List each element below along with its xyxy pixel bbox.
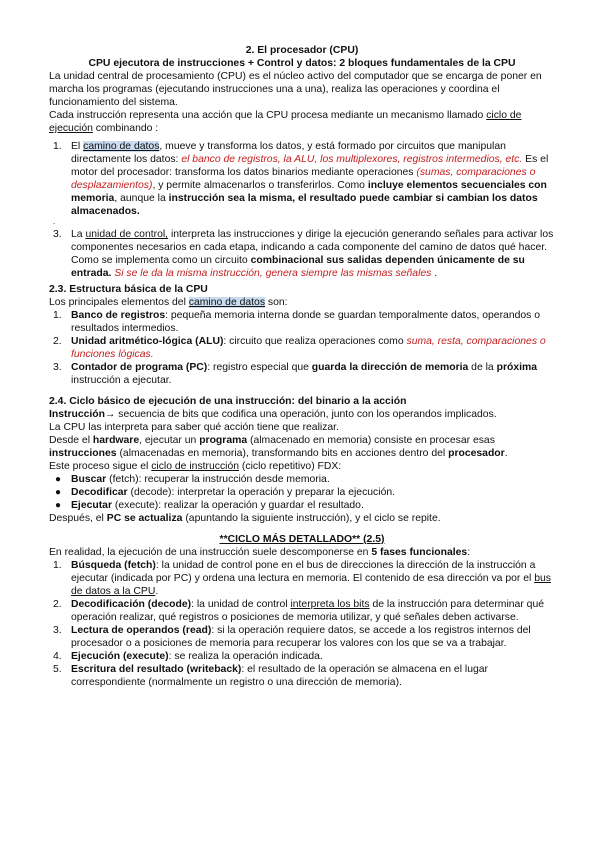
stray-dot: .: [53, 217, 56, 226]
control-unit-term: unidad de control,: [85, 229, 169, 240]
paragraph: La CPU las interpreta para saber qué acción tiene que realizar.: [49, 422, 339, 433]
intro-cycle-paragraph: Cada instrucción representa una acción que la CPU procesa mediante un mecanismo llamado ciclo de ejecución combinando :: [49, 110, 522, 134]
list-item: 2. Unidad aritmético-lógica (ALU): circuito que realiza operaciones como suma, resta, comparaciones o funciones lógicas.: [53, 336, 546, 360]
section-heading: 2.3. Estructura básica de la CPU: [49, 284, 208, 295]
section-lead: En realidad, la ejecución de una instrucción suele descomponerse en 5 fases funcionales:: [49, 547, 471, 558]
highlighted-term: camino de datos: [188, 297, 266, 308]
instruction-definition: Instrucción→ secuencia de bits que codifica una operación, junto con los operandos implicados.: [49, 409, 497, 420]
paragraph: Desde el hardware, ejecutar un programa (almacenado en memoria) consiste en procesar esas instrucciones (almacenadas en memoria), transformando bits en acciones dentro del procesador.: [49, 435, 508, 459]
list-item: 1. Búsqueda (fetch): la unidad de control pone en el bus de direcciones la dirección de la instrucción a ejecutar (indicada por PC) y ordena una lectura en memoria. El contenido de esa dirección va por el bus de datos a la CPU.: [53, 560, 551, 597]
cycle-link[interactable]: ciclo de ejecución: [49, 110, 522, 134]
bullet-icon: ●: [55, 500, 62, 511]
highlighted-term: camino de datos: [83, 141, 160, 152]
bullet-icon: ●: [55, 487, 62, 498]
bullet-icon: ●: [55, 474, 62, 485]
list-item: 1. Banco de registros: pequeña memoria interna donde se guardan temporalmente datos, operandos o resultados intermedios.: [53, 310, 541, 334]
section-lead: Los principales elementos del camino de datos son:: [49, 297, 288, 308]
section-heading: **CICLO MÁS DETALLADO** (2.5): [219, 534, 385, 545]
page-title: 2. El procesador (CPU): [245, 45, 359, 56]
section-heading: 2.4. Ciclo básico de ejecución de una instrucción: del binario a la acción: [49, 396, 407, 407]
list-item: 3. La unidad de control, interpreta las instrucciones y dirige la ejecución generando señales para activar los componentes necesarios en cada etapa, indicando a cada componente del camino de datos qué hacer. Como se implementa como un circuito combinacional sus salidas dependen únicamente de su entrada. Si se le da la misma instrucción, genera siempre las mismas señales .: [53, 229, 554, 279]
list-item: 3. Contador de programa (PC): registro especial que guarda la dirección de memoria de la próxima instrucción a ejecutar.: [53, 362, 538, 386]
paragraph: Este proceso sigue el ciclo de instrucción (ciclo repetitivo) FDX:: [49, 461, 342, 472]
intro-paragraph: La unidad central de procesamiento (CPU) es el núcleo activo del computador que se encarga de poner en marcha los programas (ejecutando instrucciones una a una), realiza las operaciones y coordina el funcionamiento del sistema.: [49, 71, 542, 108]
bullet-item: ● Ejecutar (execute): realizar la operación y guardar el resultado.: [55, 500, 364, 511]
list-item: 1. El camino de datos, mueve y transforma los datos, y está formado por circuitos que manipulan directamente los datos: el banco de registros, la ALU, los multiplexores, registros intermedios, etc. Es el motor del procesador: transforma los datos binarios mediante operaciones (sumas, comparaciones o desplazamientos), y permite almacenarlos o transferirlos. Como incluye elementos secuenciales con memoria, aunque la instrucción sea la misma, el resultado puede cambiar si cambian los datos almacenados.: [53, 141, 549, 217]
bullet-item: ● Buscar (fetch): recuperar la instrucción desde memoria.: [55, 474, 330, 485]
list-item: 2. Decodificación (decode): la unidad de control interpreta los bits de la instrucción para determinar qué operación realizar, qué registros o posiciones de memoria utilizar, y qué señales deben activarse.: [53, 599, 545, 623]
list-item: 3. Lectura de operandos (read): si la operación requiere datos, se accede a los registros internos del procesador o a posiciones de memoria para recuperar los valores con los que se va a trabajar.: [53, 625, 531, 649]
paragraph: Después, el PC se actualiza (apuntando la siguiente instrucción), y el ciclo se repite.: [49, 513, 441, 524]
list-item: 5. Escritura del resultado (writeback): el resultado de la operación se almacena en el lugar correspondiente (normalmente un registro o una dirección de memoria).: [53, 664, 489, 688]
document-page: [49, 44, 555, 689]
page-subtitle: CPU ejecutora de instrucciones + Control y datos: 2 bloques fundamentales de la CPU: [88, 58, 516, 69]
bullet-item: ● Decodificar (decode): interpretar la operación y preparar la ejecución.: [55, 487, 396, 498]
list-item: 4. Ejecución (execute): se realiza la operación indicada.: [53, 651, 323, 662]
